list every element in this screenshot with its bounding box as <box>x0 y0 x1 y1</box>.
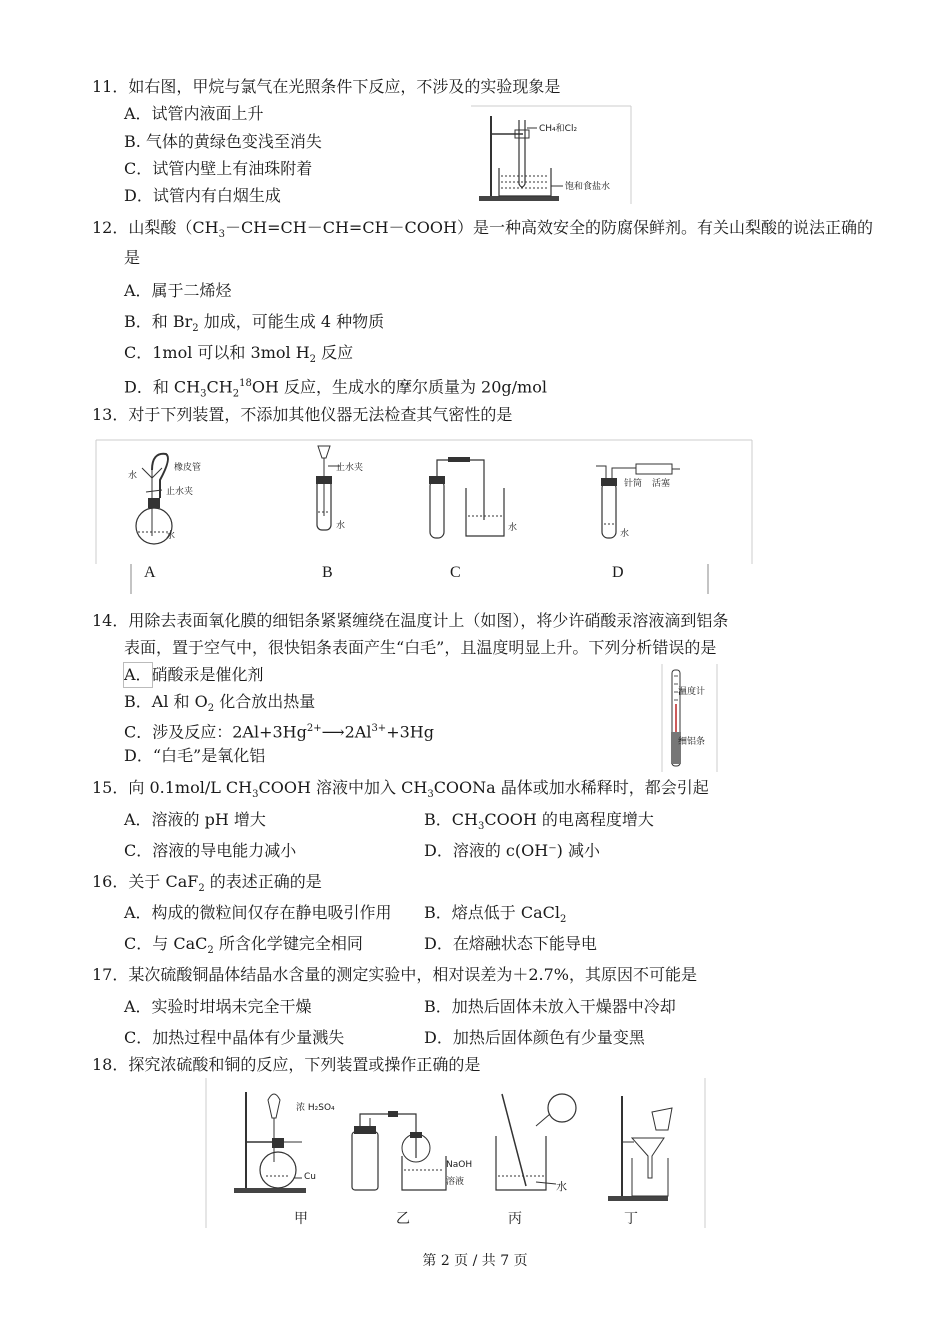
q12-option-d: D．和 $CH_3CH_2^{18}OH$ 反应，生成水的摩尔质量为 20g/mol <box>124 377 547 400</box>
q13d-label-piston: 活塞 <box>652 479 671 489</box>
q11-stem: 11．如右图，甲烷与氯气在光照条件下反应，不涉及的实验现象是 <box>92 77 561 96</box>
q15-option-a: A．溶液的 pH 增大 <box>124 810 266 829</box>
q14-option-a: A．硝酸汞是催化剂 <box>124 665 264 684</box>
q15-option-d: D．溶液的 c(OH⁻) 减小 <box>424 841 600 860</box>
q13d-label-syringe: 针筒 <box>624 479 643 489</box>
q18-label-acid: 浓 H₂SO₄ <box>296 1103 335 1113</box>
q12-option-b: B．和 $Br_2$ 加成，可能生成 4 种物质 <box>124 312 385 335</box>
thermometer-apparatus <box>662 664 718 772</box>
q14-stem: 14．用除去表面氧化膜的细铝条紧紧缠绕在温度计上（如图），将少许硝酸汞溶液滴到铝条 <box>92 611 729 630</box>
q13a-label-water: 水 <box>128 471 138 481</box>
q14-label-al-strip: 细铝条 <box>678 737 706 747</box>
q16-option-d: D．在熔融状态下能导电 <box>424 934 597 953</box>
q18-label-naoh-solution: 溶液 <box>446 1177 465 1187</box>
q18-apparatus-row <box>206 1078 706 1228</box>
q17-option-d: D．加热后固体颜色有少量变黑 <box>424 1028 645 1047</box>
q12-stem-cont: 是 <box>124 248 141 267</box>
q11-label-gas: CH₄和Cl₂ <box>539 124 578 134</box>
q13-stem: 13．对于下列装置，不添加其他仪器无法检查其气密性的是 <box>92 405 513 424</box>
q11-option-b: B. 气体的黄绿色变浅至消失 <box>124 132 322 151</box>
q18-label-cu: Cu <box>304 1172 316 1182</box>
q13a-label-clip: 止水夹 <box>166 487 194 497</box>
q13-option-a: A <box>144 564 156 581</box>
q18-option-bing: 丙 <box>508 1212 522 1227</box>
q13a-label-tube: 橡皮管 <box>174 463 202 473</box>
q12-option-c: C．1mol 可以和 3mol $H_2$ 反应 <box>124 343 354 366</box>
q13d-label-water: 水 <box>620 529 630 539</box>
q16-option-c: C．与 CaC$_2$ 所含化学键完全相同 <box>124 934 363 957</box>
q18-option-yi: 乙 <box>396 1212 410 1227</box>
q17-option-b: B．加热后固体未放入干燥器中冷却 <box>424 997 676 1016</box>
q18-label-water: 水 <box>556 1180 567 1193</box>
q16-stem: 16．关于 CaF$_2$ 的表述正确的是 <box>92 872 322 895</box>
q13-option-d: D <box>612 564 624 581</box>
q18-label-naoh: NaOH <box>446 1160 473 1170</box>
q16-option-b: B．熔点低于 CaCl$_2$ <box>424 903 567 926</box>
q11-option-a: A．试管内液面上升 <box>124 104 264 123</box>
q14-option-b: B．Al 和 $O_2$ 化合放出热量 <box>124 692 316 715</box>
q12-option-a: A．属于二烯烃 <box>124 281 232 300</box>
q11-option-d: D．试管内有白烟生成 <box>124 186 281 205</box>
q18-option-ding: 丁 <box>624 1212 638 1227</box>
q11-figure <box>471 106 631 204</box>
q15-option-b: B．$CH_3COOH$ 的电离程度增大 <box>424 810 654 833</box>
q13b-label-clip: 止水夹 <box>336 463 364 473</box>
q17-stem: 17．某次硫酸铜晶体结晶水含量的测定实验中，相对误差为＋2.7%，其原因不可能是 <box>92 965 698 984</box>
q11-option-c: C．试管内壁上有油珠附着 <box>124 159 313 178</box>
q17-option-a: A．实验时坩埚未完全干燥 <box>124 997 312 1016</box>
q15-option-c: C．溶液的导电能力减小 <box>124 841 297 860</box>
q13b-label-water: 水 <box>336 521 346 531</box>
q13-figure <box>96 440 752 596</box>
q15-stem: 15．向 0.1mol/L $CH_3COOH$ 溶液中加入 $CH_3COONa$ 晶体或加水稀释时，都会引起 <box>92 778 709 801</box>
q14-option-d: D．“白毛”是氧化铝 <box>124 746 266 765</box>
q12-stem: 12．山梨酸$(CH_3-CH=CH-CH=CH-COOH)$是一种高效安全的防腐保鲜剂。有关山梨酸的说法正确的 <box>92 218 873 241</box>
q14-stem-cont: 表面，置于空气中，很快铝条表面产生“白毛”，且温度明显上升。下列分析错误的是 <box>124 638 717 657</box>
q16-option-a: A．构成的微粒间仅存在静电吸引作用 <box>124 903 392 922</box>
q14-label-thermometer: 温度计 <box>678 687 706 697</box>
q11-label-brine: 饱和食盐水 <box>565 182 611 192</box>
q13-option-c: C <box>450 564 461 581</box>
q14-figure <box>662 664 718 772</box>
q13a-label-water2: 水 <box>166 531 176 541</box>
q18-stem: 18．探究浓硫酸和铜的反应，下列装置或操作正确的是 <box>92 1055 481 1074</box>
q14-option-c: C．涉及反应：$2Al+3Hg^{2+}⟶2Al^{3+}+3Hg$ <box>124 722 434 742</box>
q18-figure <box>206 1078 706 1228</box>
q13-option-b: B <box>322 564 333 581</box>
q17-option-c: C．加热过程中晶体有少量溅失 <box>124 1028 345 1047</box>
page-footer: 第 2 页 / 共 7 页 <box>422 1253 528 1269</box>
q14-option-a-box <box>123 662 153 688</box>
q13c-label-water: 水 <box>508 523 518 533</box>
q18-option-jia: 甲 <box>294 1212 308 1227</box>
